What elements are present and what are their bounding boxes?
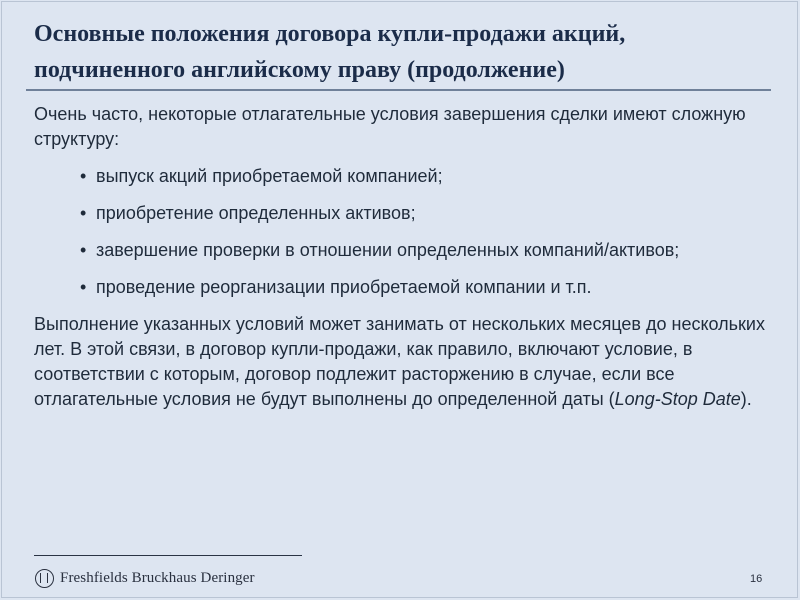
freshfields-seal-icon [35, 569, 54, 588]
footer-logo [35, 567, 255, 589]
slide [1, 1, 798, 598]
bullet-icon: • [80, 277, 87, 297]
bullet-icon: • [80, 166, 87, 186]
bullet-icon: • [80, 203, 87, 223]
conclusion-paragraph: Выполнение указанных условий может занимать от нескольких месяцев до нескольких лет. В этой связи, в договор купли-продажи, как правило, включают условие, в соответствии с которым, договор подлежит расторжению в случае, если все отлагательные условия не будут выполнены до определенной даты (Long-Stop Date). [34, 314, 765, 409]
title-divider [26, 89, 771, 91]
page-number: 16 [750, 573, 763, 585]
logo-text: Freshfields Bruckhaus Deringer [60, 569, 255, 586]
list-item: • проведение реорганизации приобретаемой компании и т.п. [80, 275, 774, 300]
intro-paragraph: Очень часто, некоторые отлагательные условия завершения сделки имеют сложную структуру: [34, 104, 746, 149]
conditions-list [34, 164, 774, 300]
list-item: • завершение проверки в отношении определенных компаний/активов; [80, 238, 774, 263]
list-item: • выпуск акций приобретаемой компанией; [80, 164, 774, 189]
bullet-icon: • [80, 240, 87, 260]
slide-title: Основные положения договора купли-продажи акций, подчиненного английскому праву (продолжение) [34, 21, 626, 83]
long-stop-date-term: Long-Stop Date [614, 389, 741, 409]
footer-divider [34, 555, 302, 556]
slide-body [34, 102, 774, 412]
list-item: • приобретение определенных активов; [80, 201, 774, 226]
